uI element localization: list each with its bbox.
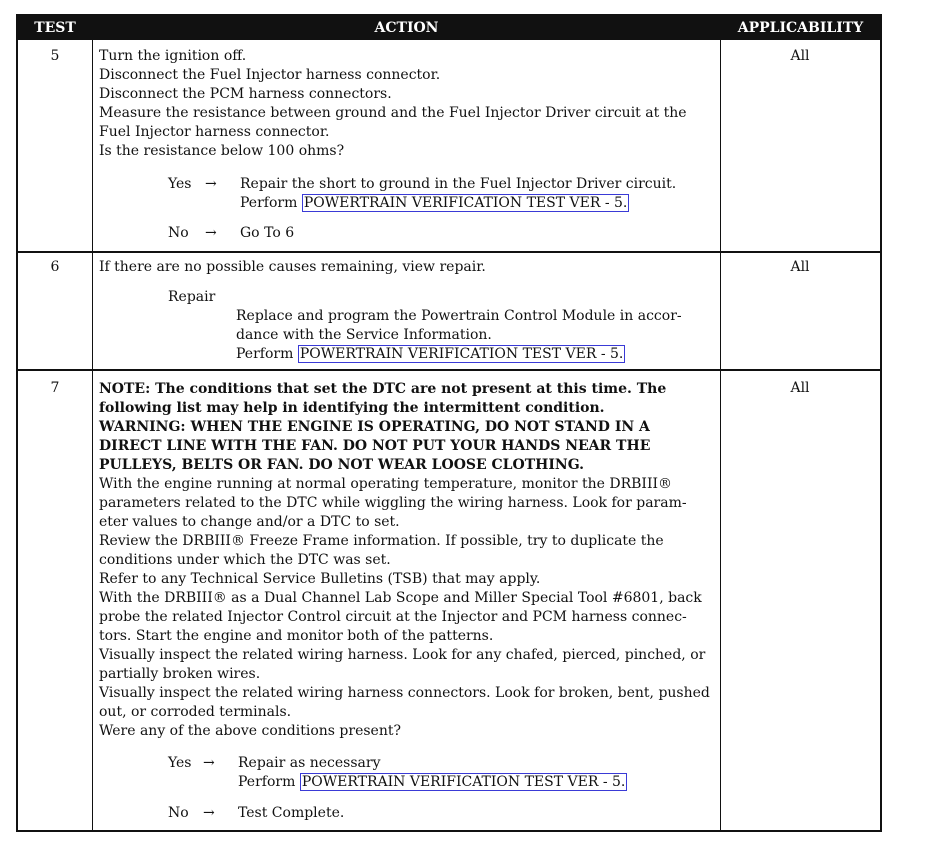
verification-test-link[interactable]: POWERTRAIN VERIFICATION TEST VER - 5. [303,195,628,211]
action-line: With the engine running at normal operating temperature, monitor the DRBIII® [99,476,673,492]
action-line: Measure the resistance between ground and the Fuel Injector Driver circuit at the [99,105,687,121]
action-line: parameters related to the DTC while wiggling the wiring harness. Look for param- [99,495,687,511]
test-number: 5 [50,48,60,64]
action-line: Review the DRBIII® Freeze Frame information. If possible, try to duplicate the [99,533,664,549]
action-line: Visually inspect the related wiring harness. Look for any chafed, pierced, pinched, or [99,647,706,663]
header-test: TEST [34,20,76,36]
row-divider [18,251,880,253]
yes-result: Repair the short to ground in the Fuel Injector Driver circuit. [240,176,677,192]
action-line: With the DRBIII® as a Dual Channel Lab Scope and Miller Special Tool #6801, back [99,590,702,606]
row-divider [18,369,880,371]
perform-label: Perform [238,774,296,790]
action-line: eter values to change and/or a DTC to set. [99,514,400,530]
action-line: Were any of the above conditions present? [99,723,401,739]
action-line: If there are no possible causes remaining, view repair. [99,259,486,275]
action-line: Turn the ignition off. [99,48,247,64]
action-line: Disconnect the Fuel Injector harness connector. [99,67,441,83]
perform-line [240,194,629,213]
table-header [18,16,880,40]
diagnostic-table [16,14,882,832]
action-line: Visually inspect the related wiring harness connectors. Look for broken, bent, pushed [99,685,710,701]
arrow-icon: → [203,805,215,821]
arrow-icon: → [203,755,215,771]
no-label: No [168,225,189,241]
verification-test-link[interactable]: POWERTRAIN VERIFICATION TEST VER - 5. [299,346,624,362]
note-line: following list may help in identifying the intermittent condition. [99,400,605,416]
warning-line: WARNING: WHEN THE ENGINE IS OPERATING, DO NOT STAND IN A [99,419,650,435]
no-result: Test Complete. [238,805,345,821]
yes-label: Yes [168,755,192,771]
action-line: partially broken wires. [99,666,261,682]
repair-line: Replace and program the Powertrain Control Module in accor- [236,308,682,324]
note-line: NOTE: The conditions that set the DTC are not present at this time. The [99,381,667,397]
warning-line: DIRECT LINE WITH THE FAN. DO NOT PUT YOUR HANDS NEAR THE [99,438,651,454]
column-divider [720,16,721,830]
action-line: conditions under which the DTC was set. [99,552,391,568]
repair-line: dance with the Service Information. [236,327,492,343]
applicability-value: All [790,380,810,396]
perform-line [238,773,627,792]
column-divider [92,16,93,830]
perform-label: Perform [240,195,298,211]
test-number: 6 [50,259,60,275]
perform-label: Perform [236,346,294,362]
arrow-icon: → [205,176,217,192]
applicability-value: All [790,259,810,275]
arrow-icon: → [205,225,217,241]
repair-label: Repair [168,289,216,305]
no-label: No [168,805,189,821]
header-action: ACTION [374,20,439,36]
applicability-value: All [790,48,810,64]
action-line: Disconnect the PCM harness connectors. [99,86,392,102]
action-line: Refer to any Technical Service Bulletins (TSB) that may apply. [99,571,541,587]
header-applicability: APPLICABILITY [737,20,864,36]
perform-line [236,345,625,364]
yes-label: Yes [168,176,192,192]
action-line: tors. Start the engine and monitor both of the patterns. [99,628,494,644]
no-result[interactable]: Go To 6 [240,225,295,241]
action-line: out, or corroded terminals. [99,704,292,720]
warning-line: PULLEYS, BELTS OR FAN. DO NOT WEAR LOOSE CLOTHING. [99,457,585,473]
action-line: Fuel Injector harness connector. [99,124,330,140]
test-number: 7 [50,380,60,396]
action-line: probe the related Injector Control circuit at the Injector and PCM harness connec- [99,609,687,625]
action-line: Is the resistance below 100 ohms? [99,143,345,159]
verification-test-link[interactable]: POWERTRAIN VERIFICATION TEST VER - 5. [301,774,626,790]
yes-result: Repair as necessary [238,755,381,771]
